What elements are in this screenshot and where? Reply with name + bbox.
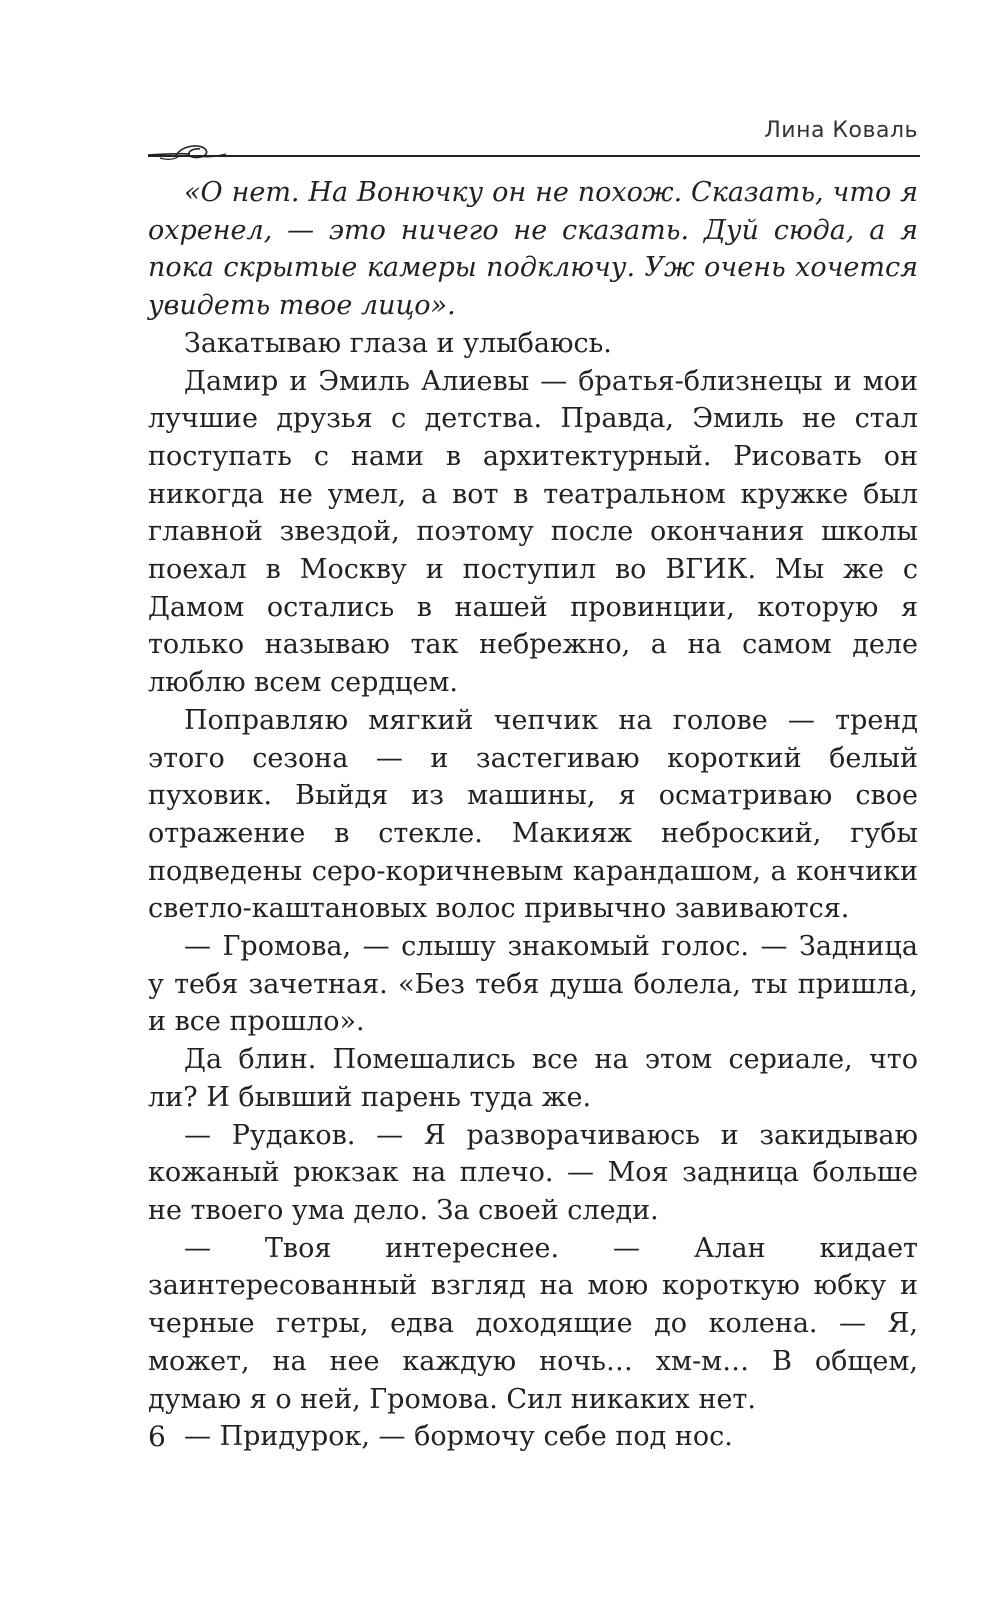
page-number: 6 [148, 1420, 166, 1453]
paragraph: — Громова, — слышу знакомый голос. — Задница у тебя зачетная. «Без тебя душа болела, ты пришла, и все прошло». [148, 931, 918, 1038]
paragraph: Закатываю глаза и улыбаюсь. [184, 327, 612, 359]
paragraph: Поправляю мягкий чепчик на голове — тренд этого сезона — и застегиваю короткий белый пуховик. Выйдя из машины, я осматриваю свое отражение в стекле. Макияж неброский, губы подведены серо-коричневым карандашом, а кончики светло-каштановых волос привычно завиваются. [148, 704, 918, 925]
running-head-author: Лина Коваль [764, 118, 918, 143]
paragraph: — Придурок, — бормочу себе под нос. [184, 1421, 733, 1453]
flourish-ornament-icon [146, 138, 236, 168]
paragraph: — Рудаков. — Я разворачиваюсь и закидываю кожаный рюкзак на плечо. — Моя задница больше не твоего ума дело. За своей следи. [148, 1119, 918, 1226]
body-text [148, 174, 918, 1456]
paragraph: Да блин. Помешались все на этом сериале, что ли? И бывший парень туда же. [148, 1044, 918, 1113]
paragraph: Дамир и Эмиль Алиевы — братья-близнецы и мои лучшие друзья с детства. Правда, Эмиль не стал поступать с нами в архитектурный. Рисовать он никогда не умел, а вот в театральном кружке был главной звездой, поэтому после окончания школы поехал в Москву и поступил во ВГИК. Мы же с Дамом остались в нашей провинции, которую я только называю так небрежно, а на самом деле люблю всем сердцем. [148, 365, 918, 699]
paragraph: — Твоя интереснее. — Алан кидает заинтересованный взгляд на мою короткую юбку и черные гетры, едва доходящие до колена. — Я, может, на нее каждую ночь… хм-м… В общем, думаю я о ней, Громова. Сил никаких нет. [148, 1232, 918, 1415]
header-rule [148, 155, 920, 157]
paragraph-message-quote: «О нет. На Вонючку он не похож. Сказать, что я охренел, — это ничего не сказать. Дуй сюда, а я пока скрытые камеры подключу. Уж очень хочется увидеть твое лицо». [148, 177, 918, 322]
